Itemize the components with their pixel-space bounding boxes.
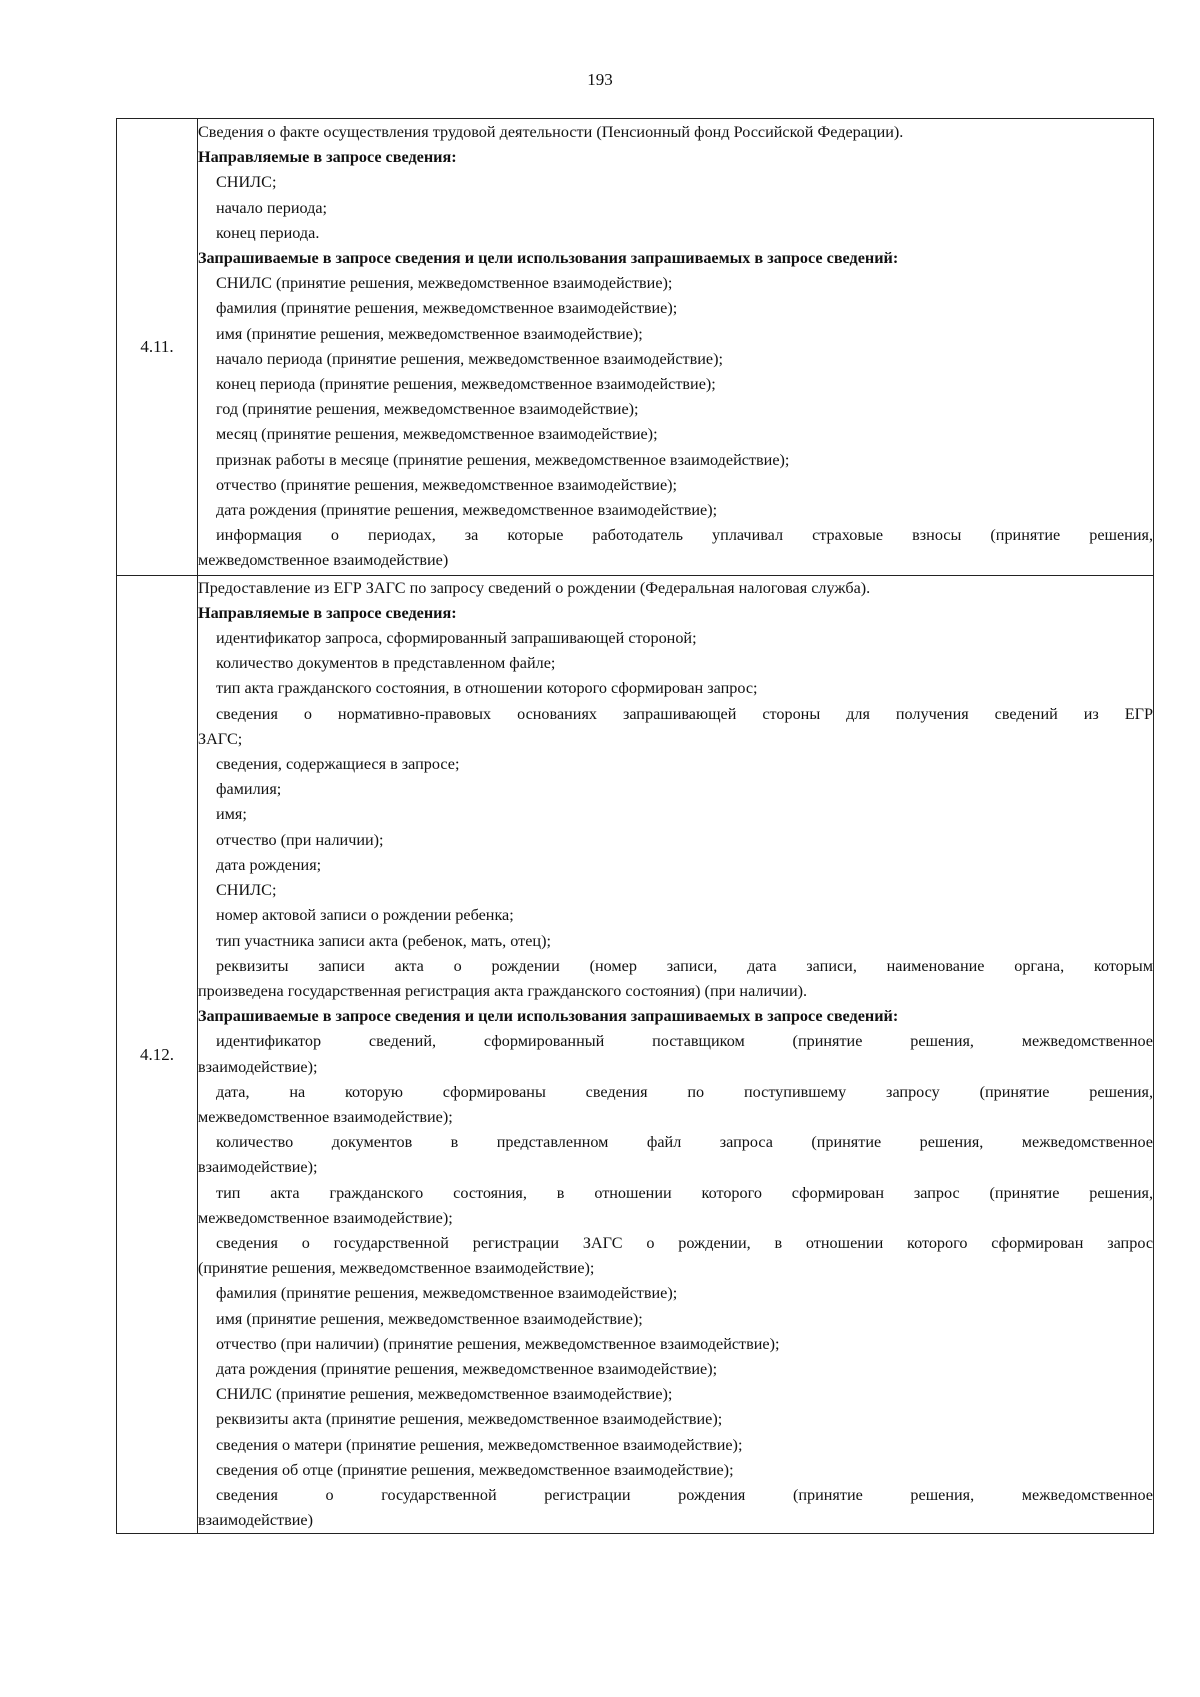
text-line: фамилия (принятие решения, межведомственное взаимодействие); — [216, 1284, 678, 1303]
text-line: отчество (при наличии) (принятие решения, межведомственное взаимодействие); — [216, 1334, 780, 1353]
text-line: дата рождения; — [216, 855, 322, 874]
text-line: дата рождения (принятие решения, межведомственное взаимодействие); — [216, 501, 718, 520]
text-line: отчество (при наличии); — [216, 830, 384, 849]
text-line: сведения о государственной регистрации рождения (принятие решения, межведомственное — [216, 1485, 1153, 1504]
text-line: конец периода (принятие решения, межведомственное взаимодействие); — [216, 375, 716, 394]
text-line: имя (принятие решения, межведомственное взаимодействие); — [216, 324, 643, 343]
text-line: сведения, содержащиеся в запросе; — [216, 755, 460, 774]
section-heading: Направляемые в запросе сведения: — [198, 148, 457, 167]
text-line: СНИЛС (принятие решения, межведомственное взаимодействие); — [216, 1385, 673, 1404]
text-line: дата, на которую сформированы сведения по поступившему запросу (принятие решения, — [216, 1082, 1153, 1101]
text-line: сведения о нормативно-правовых основаниях запрашивающей стороны для получения сведений из ЕГР — [216, 704, 1153, 723]
text-line: начало периода; — [216, 198, 328, 217]
item-number: 4.11. — [117, 119, 198, 576]
text-line: тип акта гражданского состояния, в отношении которого сформирован запрос (принятие решения, — [216, 1183, 1153, 1202]
text-line: год (принятие решения, межведомственное взаимодействие); — [216, 400, 639, 419]
text-line: взаимодействие); — [198, 1158, 318, 1177]
text-line: начало периода (принятие решения, межведомственное взаимодействие); — [216, 349, 723, 368]
text-line: межведомственное взаимодействие); — [198, 1208, 453, 1227]
table-body — [117, 119, 1154, 1534]
text-line: взаимодействие) — [198, 1511, 313, 1530]
item-number: 4.12. — [117, 575, 198, 1534]
text-line: (принятие решения, межведомственное взаимодействие); — [198, 1259, 595, 1278]
item-description — [198, 119, 1154, 576]
text-line: признак работы в месяце (принятие решения, межведомственное взаимодействие); — [216, 450, 790, 469]
text-line: межведомственное взаимодействие) — [198, 551, 449, 570]
text-line: тип акта гражданского состояния, в отношении которого сформирован запрос; — [216, 679, 758, 698]
text-line: отчество (принятие решения, межведомственное взаимодействие); — [216, 475, 678, 494]
requirements-table — [116, 118, 1154, 1534]
text-line: реквизиты записи акта о рождении (номер записи, дата записи, наименование органа, которым — [216, 956, 1153, 975]
text-line: идентификатор запроса, сформированный запрашивающей стороной; — [216, 629, 697, 648]
section-heading: Запрашиваемые в запросе сведения и цели использования запрашиваемых в запросе сведений: — [198, 249, 899, 268]
section-heading: Запрашиваемые в запросе сведения и цели использования запрашиваемых в запросе сведений: — [198, 1007, 899, 1026]
text-line: СНИЛС; — [216, 173, 277, 192]
text-line: имя; — [216, 805, 247, 824]
text-line: сведения об отце (принятие решения, межведомственное взаимодействие); — [216, 1460, 734, 1479]
text-line: имя (принятие решения, межведомственное взаимодействие); — [216, 1309, 643, 1328]
text-line: количество документов в представленном файл запроса (принятие решения, межведомственное — [216, 1133, 1153, 1152]
text-line: количество документов в представленном файле; — [216, 654, 556, 673]
text-line: произведена государственная регистрация акта гражданского состояния) (при наличии). — [198, 981, 808, 1000]
text-line: СНИЛС (принятие решения, межведомственное взаимодействие); — [216, 274, 673, 293]
item-description — [198, 575, 1154, 1534]
text-line: ЗАГС; — [198, 729, 243, 748]
page-number: 193 — [587, 70, 613, 89]
text-line: межведомственное взаимодействие); — [198, 1107, 453, 1126]
text-line: дата рождения (принятие решения, межведомственное взаимодействие); — [216, 1359, 718, 1378]
text-line: номер актовой записи о рождении ребенка; — [216, 906, 514, 925]
text-line: СНИЛС; — [216, 881, 277, 900]
text-line: фамилия; — [216, 780, 282, 799]
text-line: фамилия (принятие решения, межведомственное взаимодействие); — [216, 299, 678, 318]
text-line: информация о периодах, за которые работодатель уплачивал страховые взносы (принятие решения, — [216, 526, 1153, 545]
text-line: Предоставление из ЕГР ЗАГС по запросу сведений о рождении (Федеральная налоговая служба). — [198, 578, 871, 597]
text-line: сведения о матери (принятие решения, межведомственное взаимодействие); — [216, 1435, 743, 1454]
text-line: идентификатор сведений, сформированный поставщиком (принятие решения, межведомственное — [216, 1032, 1153, 1051]
text-line: взаимодействие); — [198, 1057, 318, 1076]
table-row — [117, 119, 1154, 576]
text-line: сведения о государственной регистрации ЗАГС о рождении, в отношении которого сформирован запрос — [216, 1233, 1153, 1252]
text-line: тип участника записи акта (ребенок, мать, отец); — [216, 931, 551, 950]
section-heading: Направляемые в запросе сведения: — [198, 603, 457, 622]
table-row — [117, 575, 1154, 1534]
text-line: реквизиты акта (принятие решения, межведомственное взаимодействие); — [216, 1410, 723, 1429]
text-line: месяц (принятие решения, межведомственное взаимодействие); — [216, 425, 658, 444]
text-line: конец периода. — [216, 223, 320, 242]
text-line: Сведения о факте осуществления трудовой деятельности (Пенсионный фонд Российской Федерации). — [198, 123, 904, 141]
